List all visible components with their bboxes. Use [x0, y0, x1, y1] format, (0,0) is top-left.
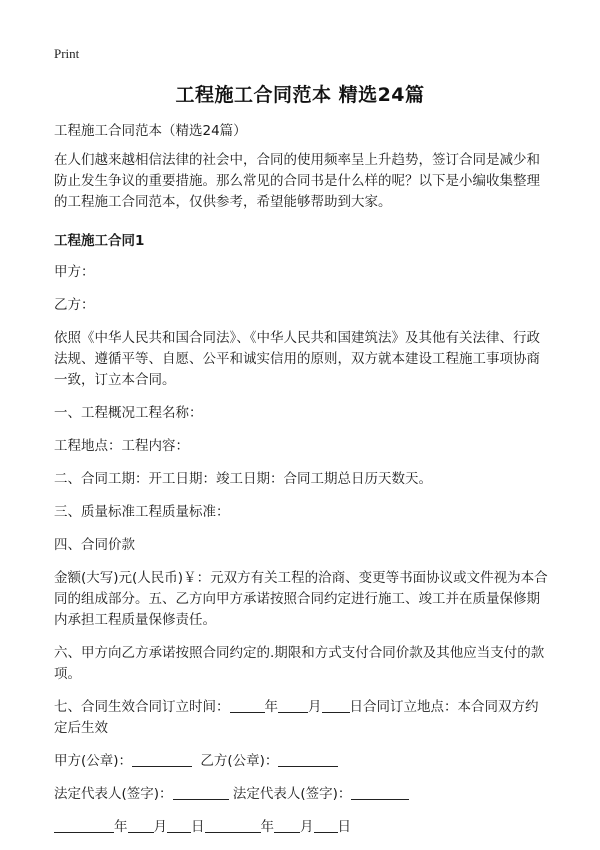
blank-field — [167, 818, 191, 833]
clause-7-year: 年 — [264, 699, 278, 715]
date-year-2: 年 — [260, 819, 274, 835]
party-b-seal-label: 乙方(公章)： — [200, 753, 279, 769]
blank-field — [351, 785, 409, 800]
party-a-rep-label: 法定代表人(签字)： — [54, 786, 173, 802]
clause-3: 三、质量标准工程质量标准： — [54, 504, 230, 520]
document-title: 工程施工合同范本 精选24篇 — [175, 84, 425, 106]
document-body — [54, 121, 550, 850]
clause-7 — [54, 697, 550, 739]
amount-paragraph: 金额(大写)元(人民币)￥：元双方有关工程的洽商、变更等书面协议或文件视为本合同的组成部分。五、乙方向甲方承诺按照合同约定进行施工、竣工并在质量保修期内承担工程质量保修责任。 — [54, 570, 548, 628]
blank-field — [278, 698, 308, 713]
date-month-1: 月 — [153, 819, 167, 835]
blank-field — [314, 818, 338, 833]
clause-4: 四、合同价款 — [54, 537, 135, 553]
blank-field — [128, 818, 154, 833]
clause-7-month: 月 — [308, 699, 322, 715]
party-b-rep-label: 法定代表人(签字)： — [232, 786, 352, 802]
blank-field — [322, 698, 350, 713]
blank-field — [230, 698, 265, 713]
blank-field — [205, 818, 261, 833]
clause-6: 六、甲方向乙方承诺按照合同约定的.期限和方式支付合同价款及其他应当支付的款项。 — [54, 645, 545, 682]
clause-2: 二、合同工期：开工日期：竣工日期：合同工期总日历天数天。 — [54, 471, 432, 487]
blank-field — [54, 818, 114, 833]
blank-field — [278, 752, 338, 767]
blank-field — [132, 752, 192, 767]
clause-1: 一、工程概况工程名称： — [54, 405, 203, 421]
date-month-2: 月 — [300, 819, 314, 835]
clause-7-rest: 日合同订立地点：本合同双方约定后生效 — [54, 699, 539, 736]
party-a-line: 甲方： — [54, 264, 95, 280]
party-b-line: 乙方： — [54, 297, 95, 313]
date-day-1: 日 — [191, 819, 205, 835]
clause-7-prefix: 七、合同生效合同订立时间： — [54, 699, 230, 715]
clause-1-location: 工程地点：工程内容： — [54, 438, 189, 454]
basis-paragraph: 依照《中华人民共和国合同法》、《中华人民共和国建筑法》及其他有关法律、行政法规、遵循平等、自愿、公平和诚实信用的原则，双方就本建设工程施工事项协商一致，订立本合同。 — [54, 330, 540, 388]
seal-line — [54, 751, 550, 772]
blank-field — [173, 785, 229, 800]
section-title: 工程施工合同1 — [54, 233, 145, 249]
date-day-2: 日 — [337, 819, 351, 835]
party-a-seal-label: 甲方(公章)： — [54, 753, 133, 769]
intro-paragraph: 在人们越来越相信法律的社会中，合同的使用频率呈上升趋势，签订合同是减少和防止发生争议的重要措施。那么常见的合同书是什么样的呢？以下是小编收集整理的工程施工合同范本，仅供参考，希望能够帮助到大家。 — [54, 152, 540, 210]
document-subtitle: 工程施工合同范本（精选24篇） — [54, 123, 247, 139]
print-label[interactable]: Print — [54, 46, 80, 61]
representative-line — [54, 784, 550, 805]
blank-field — [274, 818, 300, 833]
date-year-1: 年 — [114, 819, 128, 835]
